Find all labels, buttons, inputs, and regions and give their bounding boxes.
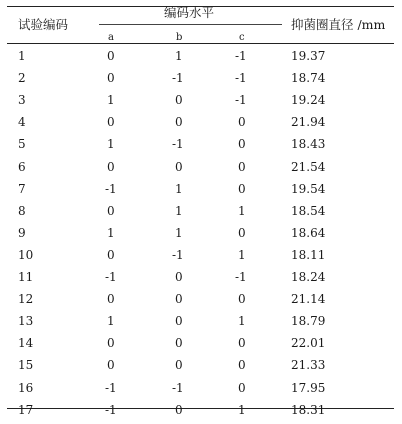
cell-factor-a: 0 xyxy=(107,358,115,373)
cell-factor-b: 0 xyxy=(175,270,183,284)
cell-trial-id: 13 xyxy=(18,314,34,329)
cell-factor-a: -1 xyxy=(105,270,117,284)
cell-factor-c: 1 xyxy=(238,247,246,262)
cell-factor-a: 0 xyxy=(107,247,115,262)
cell-factor-c: 1 xyxy=(238,402,246,417)
cell-diameter: 18.31 xyxy=(291,402,326,417)
cell-factor-c: 0 xyxy=(238,292,246,307)
cell-factor-a: 0 xyxy=(107,49,115,63)
cell-factor-a: 0 xyxy=(107,115,115,130)
cell-diameter: 18.11 xyxy=(291,247,326,262)
cell-factor-b: -1 xyxy=(172,247,184,262)
cell-factor-a: 1 xyxy=(107,137,115,152)
cell-diameter: 21.94 xyxy=(291,115,326,130)
cell-factor-c: 1 xyxy=(238,203,246,218)
cell-diameter: 18.79 xyxy=(291,314,326,329)
cell-diameter: 18.74 xyxy=(291,71,326,86)
cell-trial-id: 4 xyxy=(18,115,26,130)
cell-factor-c: 0 xyxy=(238,225,246,240)
cell-diameter: 21.14 xyxy=(291,292,326,307)
cell-factor-b: -1 xyxy=(172,137,184,152)
cell-factor-b: -1 xyxy=(172,380,184,395)
cell-factor-a: 0 xyxy=(107,336,115,351)
cell-trial-id: 5 xyxy=(18,137,26,152)
cell-factor-c: -1 xyxy=(235,71,247,86)
cell-factor-c: 0 xyxy=(238,380,246,395)
table-row xyxy=(0,92,402,114)
table-row xyxy=(0,247,402,269)
cell-factor-b: 0 xyxy=(175,292,183,307)
cell-factor-b: 1 xyxy=(175,225,183,240)
cell-trial-id: 11 xyxy=(18,270,34,284)
cell-factor-b: 0 xyxy=(175,314,183,329)
table-row xyxy=(0,203,402,225)
cell-trial-id: 1 xyxy=(18,49,26,63)
table-row xyxy=(0,225,402,247)
cell-trial-id: 3 xyxy=(18,93,26,108)
cell-trial-id: 12 xyxy=(18,292,34,307)
cell-diameter: 22.01 xyxy=(291,336,326,351)
cell-factor-a: 0 xyxy=(107,203,115,218)
cell-trial-id: 10 xyxy=(18,247,34,262)
table-row xyxy=(0,335,402,357)
cell-diameter: 18.24 xyxy=(291,270,326,284)
table-row xyxy=(0,70,402,92)
cell-factor-c: 0 xyxy=(238,137,246,152)
cell-diameter: 21.54 xyxy=(291,159,326,174)
table-row xyxy=(0,114,402,136)
cell-trial-id: 16 xyxy=(18,380,34,395)
cell-diameter: 21.33 xyxy=(291,358,326,373)
cell-factor-b: 0 xyxy=(175,358,183,373)
table-row xyxy=(0,181,402,203)
cell-factor-b: 1 xyxy=(175,203,183,218)
table-row xyxy=(0,269,402,291)
cell-factor-a: -1 xyxy=(105,181,117,196)
cell-trial-id: 2 xyxy=(18,71,26,86)
cell-factor-c: -1 xyxy=(235,93,247,108)
cell-factor-c: 1 xyxy=(238,314,246,329)
cell-factor-c: -1 xyxy=(235,270,247,284)
header-rule xyxy=(7,43,394,44)
cell-trial-id: 8 xyxy=(18,203,26,218)
table-row xyxy=(0,402,402,424)
cell-trial-id: 9 xyxy=(18,225,26,240)
cell-diameter: 19.24 xyxy=(291,93,326,108)
cell-factor-b: 0 xyxy=(175,93,183,108)
cell-factor-b: 0 xyxy=(175,159,183,174)
table-row xyxy=(0,159,402,181)
cell-trial-id: 14 xyxy=(18,336,34,351)
cell-trial-id: 17 xyxy=(18,402,34,417)
cell-factor-a: 0 xyxy=(107,292,115,307)
cell-factor-b: 0 xyxy=(175,336,183,351)
cell-factor-a: 1 xyxy=(107,225,115,240)
group-underline xyxy=(99,24,282,25)
header-response: 抑菌圈直径 /mm xyxy=(291,17,386,32)
cell-factor-c: 0 xyxy=(238,181,246,196)
cell-diameter: 17.95 xyxy=(291,380,326,395)
table-row xyxy=(0,357,402,379)
cell-factor-b: 1 xyxy=(175,181,183,196)
cell-diameter: 18.43 xyxy=(291,137,326,152)
cell-diameter: 19.37 xyxy=(291,49,326,63)
cell-factor-c: 0 xyxy=(238,336,246,351)
cell-factor-a: -1 xyxy=(105,402,117,417)
cell-factor-b: -1 xyxy=(172,71,184,86)
header-id: 试验编码 xyxy=(18,17,69,32)
cell-factor-b: 1 xyxy=(175,49,183,63)
cell-factor-a: 0 xyxy=(107,71,115,86)
cell-factor-c: 0 xyxy=(238,159,246,174)
cell-diameter: 18.64 xyxy=(291,225,326,240)
table-row xyxy=(0,380,402,402)
cell-diameter: 18.54 xyxy=(291,203,326,218)
table-row xyxy=(0,48,402,70)
table-row xyxy=(0,313,402,335)
header-group: 编码水平 xyxy=(164,5,215,20)
header-factor-c: c xyxy=(239,32,245,43)
cell-trial-id: 7 xyxy=(18,181,26,196)
header-factor-b: b xyxy=(176,32,183,43)
cell-factor-a: 0 xyxy=(107,159,115,174)
cell-diameter: 19.54 xyxy=(291,181,326,196)
cell-factor-b: 0 xyxy=(175,115,183,130)
table-row xyxy=(0,136,402,158)
cell-factor-b: 0 xyxy=(175,402,183,417)
table-row xyxy=(0,291,402,313)
cell-trial-id: 6 xyxy=(18,159,26,174)
cell-factor-a: -1 xyxy=(105,380,117,395)
cell-factor-c: -1 xyxy=(235,49,247,63)
cell-factor-c: 0 xyxy=(238,115,246,130)
cell-trial-id: 15 xyxy=(18,358,34,373)
cell-factor-c: 0 xyxy=(238,358,246,373)
cell-factor-a: 1 xyxy=(107,314,115,329)
header-factor-a: a xyxy=(108,32,114,43)
cell-factor-a: 1 xyxy=(107,93,115,108)
